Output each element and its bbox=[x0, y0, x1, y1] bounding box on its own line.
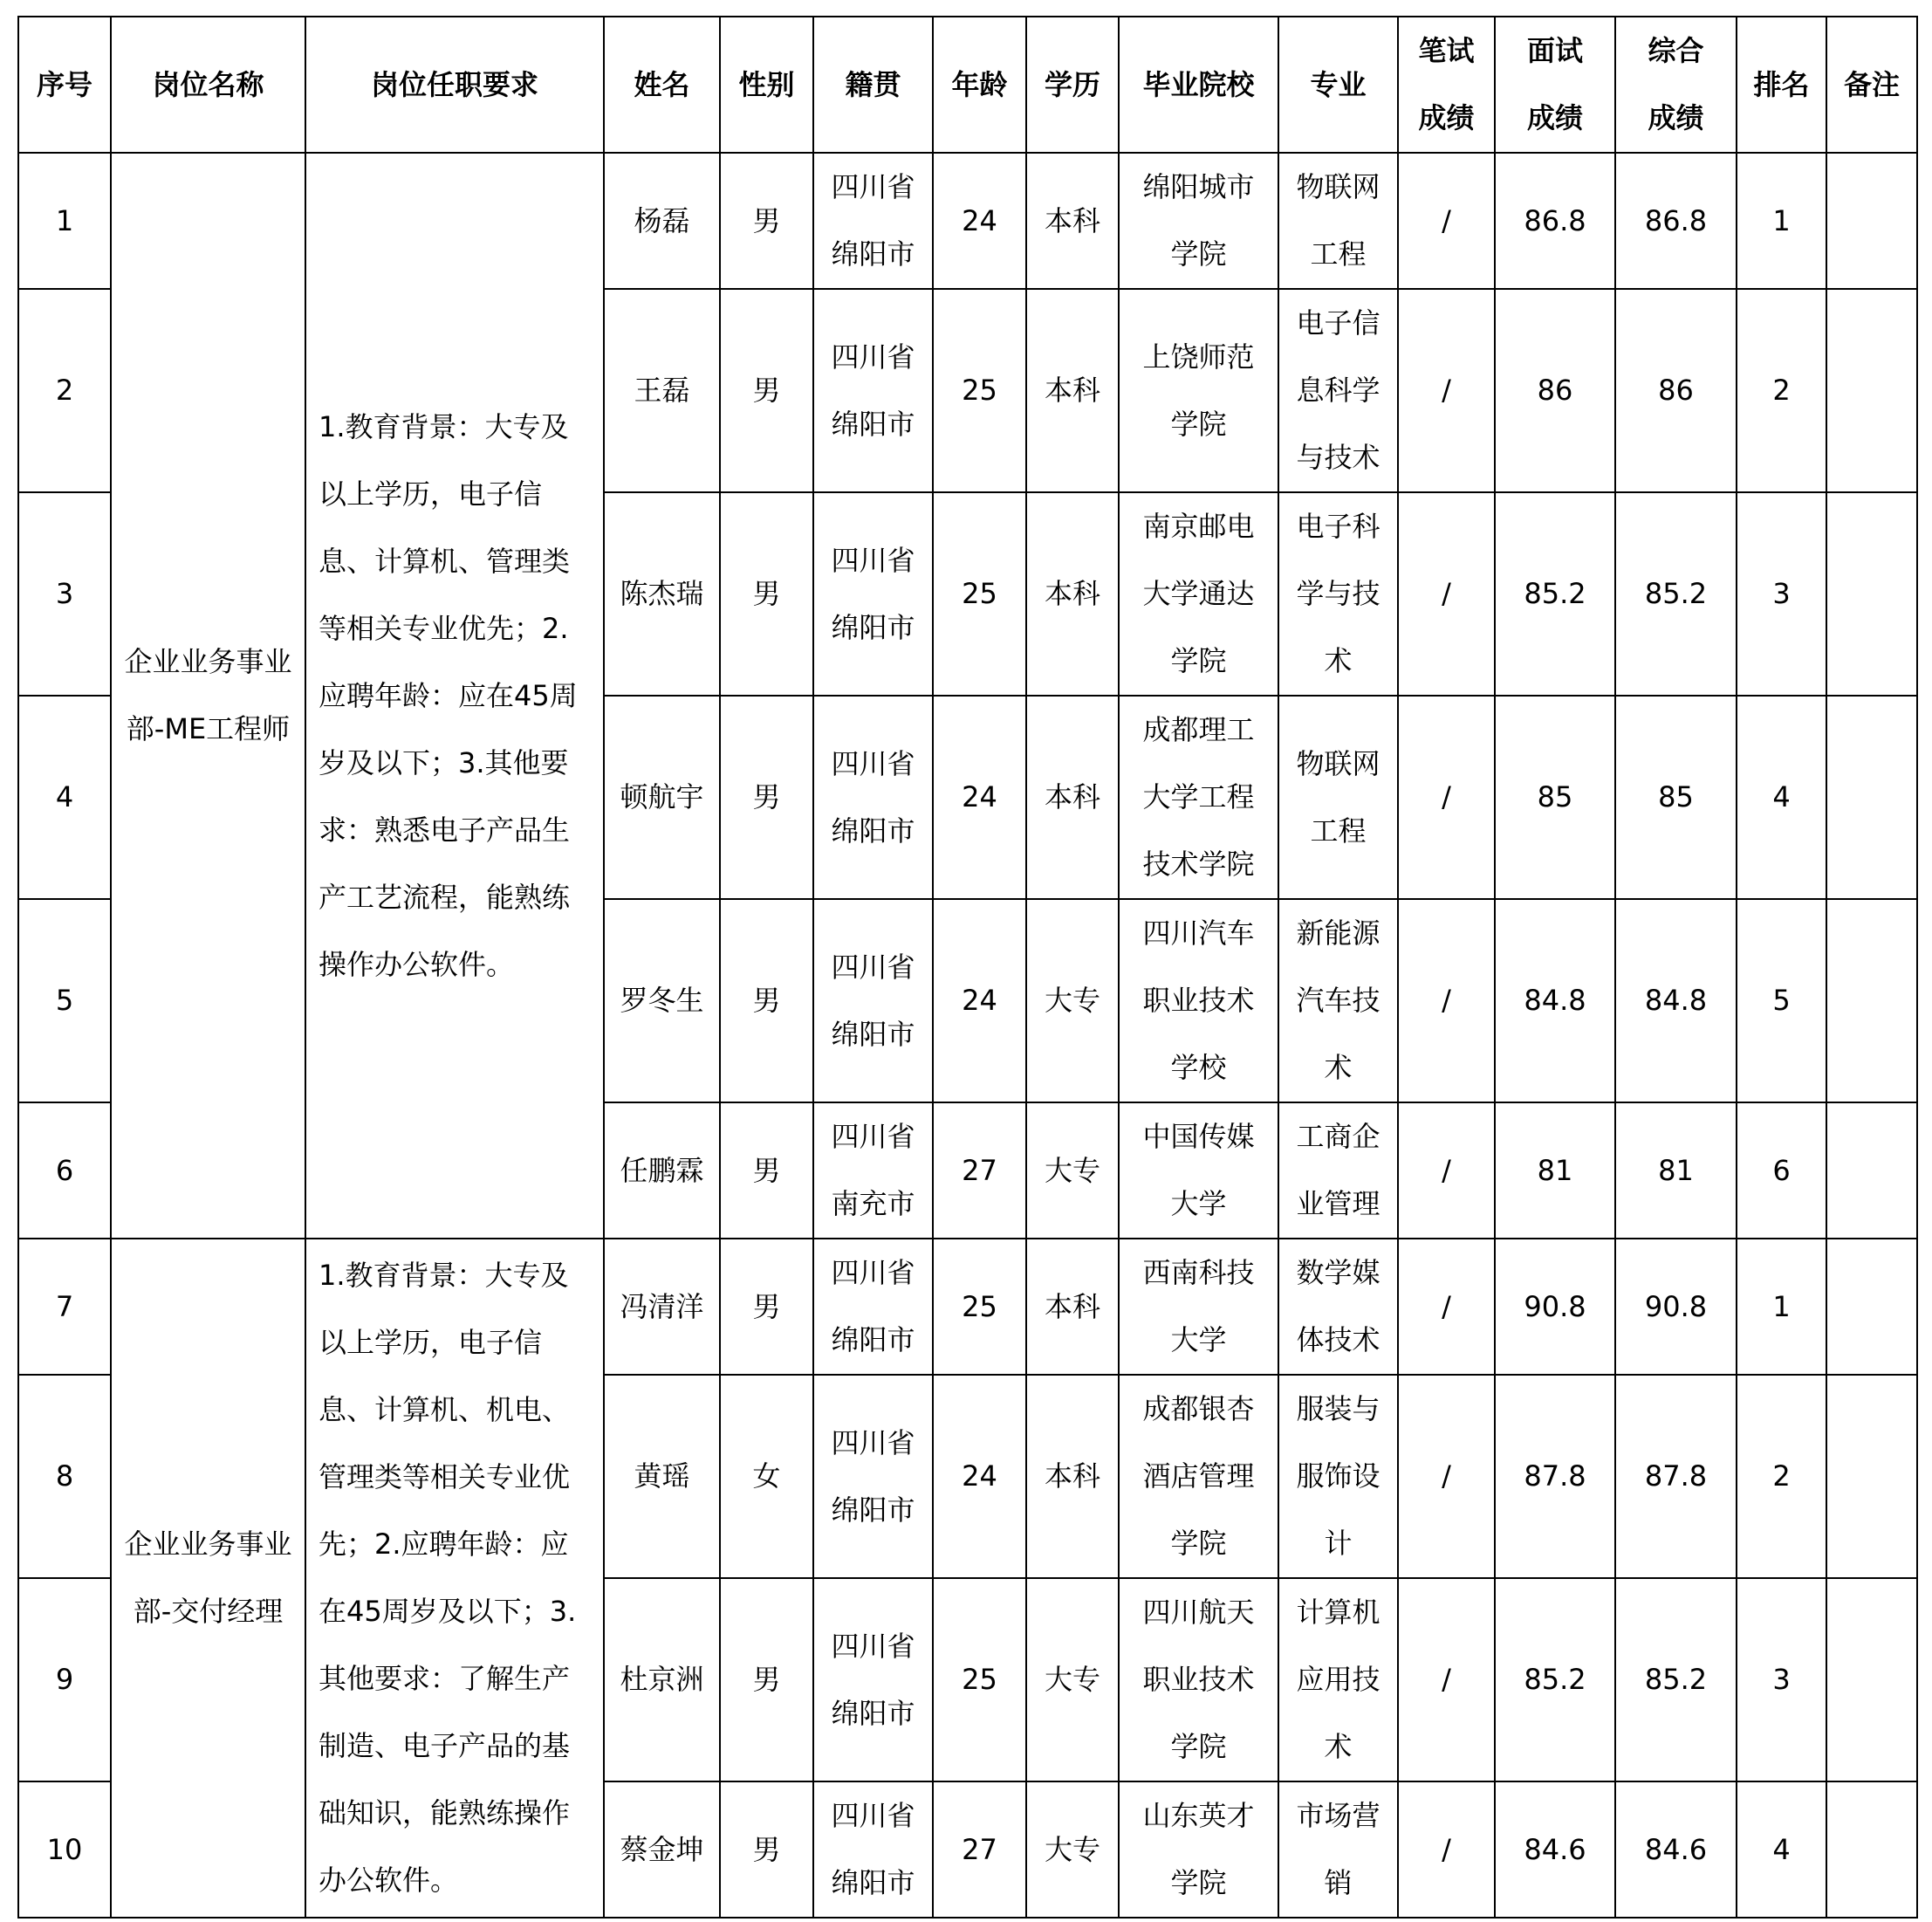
cell-rank: 1 bbox=[1737, 1239, 1826, 1375]
cell-education: 本科 bbox=[1026, 289, 1119, 492]
cell-major: 电子信 息科学 与技术 bbox=[1278, 289, 1398, 492]
cell-interview-score: 86 bbox=[1495, 289, 1615, 492]
cell-written-score: / bbox=[1398, 153, 1495, 289]
cell-interview-score: 84.8 bbox=[1495, 899, 1615, 1102]
cell-interview-score: 86.8 bbox=[1495, 153, 1615, 289]
cell-origin: 四川省 绵阳市 bbox=[813, 492, 933, 696]
cell-written-score: / bbox=[1398, 1375, 1495, 1578]
cell-total-score: 85.2 bbox=[1615, 1578, 1737, 1781]
cell-major: 物联网 工程 bbox=[1278, 153, 1398, 289]
cell-no: 7 bbox=[18, 1239, 111, 1375]
cell-major: 计算机 应用技 术 bbox=[1278, 1578, 1398, 1781]
header-school: 毕业院校 bbox=[1119, 17, 1278, 153]
cell-no: 4 bbox=[18, 696, 111, 899]
cell-major: 新能源 汽车技 术 bbox=[1278, 899, 1398, 1102]
cell-interview-score: 85.2 bbox=[1495, 492, 1615, 696]
cell-education: 大专 bbox=[1026, 1781, 1119, 1918]
header-position: 岗位名称 bbox=[111, 17, 305, 153]
cell-age: 24 bbox=[933, 899, 1026, 1102]
cell-name: 王磊 bbox=[604, 289, 720, 492]
header-major: 专业 bbox=[1278, 17, 1398, 153]
cell-position: 企业业务事业部-交付经理 bbox=[111, 1239, 305, 1918]
cell-remark bbox=[1826, 1578, 1917, 1781]
cell-written-score: / bbox=[1398, 696, 1495, 899]
cell-major: 服装与 服饰设 计 bbox=[1278, 1375, 1398, 1578]
cell-requirements: 1.教育背景：大专及以上学历，电子信息、计算机、机电、管理类等相关专业优先；2.应聘年龄：应在45周岁及以下；3.其他要求：了解生产制造、电子产品的基础知识，能熟练操作办公软件。 bbox=[305, 1239, 604, 1918]
cell-gender: 男 bbox=[720, 696, 813, 899]
cell-remark bbox=[1826, 1781, 1917, 1918]
cell-rank: 5 bbox=[1737, 899, 1826, 1102]
cell-total-score: 85.2 bbox=[1615, 492, 1737, 696]
cell-written-score: / bbox=[1398, 492, 1495, 696]
cell-education: 本科 bbox=[1026, 492, 1119, 696]
cell-rank: 3 bbox=[1737, 1578, 1826, 1781]
header-education: 学历 bbox=[1026, 17, 1119, 153]
cell-total-score: 84.8 bbox=[1615, 899, 1737, 1102]
cell-interview-score: 81 bbox=[1495, 1102, 1615, 1239]
cell-school: 成都银杏 酒店管理 学院 bbox=[1119, 1375, 1278, 1578]
cell-education: 大专 bbox=[1026, 1102, 1119, 1239]
cell-gender: 男 bbox=[720, 492, 813, 696]
cell-name: 杨磊 bbox=[604, 153, 720, 289]
cell-name: 罗冬生 bbox=[604, 899, 720, 1102]
cell-interview-score: 85 bbox=[1495, 696, 1615, 899]
cell-gender: 男 bbox=[720, 1781, 813, 1918]
cell-rank: 2 bbox=[1737, 289, 1826, 492]
cell-no: 1 bbox=[18, 153, 111, 289]
cell-rank: 3 bbox=[1737, 492, 1826, 696]
cell-age: 25 bbox=[933, 1578, 1026, 1781]
header-remark: 备注 bbox=[1826, 17, 1917, 153]
cell-remark bbox=[1826, 1375, 1917, 1578]
cell-origin: 四川省 绵阳市 bbox=[813, 1781, 933, 1918]
cell-school: 成都理工 大学工程 技术学院 bbox=[1119, 696, 1278, 899]
cell-position: 企业业务事业部-ME工程师 bbox=[111, 153, 305, 1239]
header-interview-score: 面试 成绩 bbox=[1495, 17, 1615, 153]
cell-requirements: 1.教育背景：大专及以上学历，电子信息、计算机、管理类等相关专业优先；2.应聘年龄：应在45周岁及以下；3.其他要求：熟悉电子产品生产工艺流程，能熟练操作办公软件。 bbox=[305, 153, 604, 1239]
cell-total-score: 85 bbox=[1615, 696, 1737, 899]
results-table bbox=[17, 16, 1918, 1919]
cell-written-score: / bbox=[1398, 1781, 1495, 1918]
cell-total-score: 81 bbox=[1615, 1102, 1737, 1239]
cell-origin: 四川省 绵阳市 bbox=[813, 1375, 933, 1578]
cell-origin: 四川省 绵阳市 bbox=[813, 289, 933, 492]
header-gender: 性别 bbox=[720, 17, 813, 153]
cell-name: 顿航宇 bbox=[604, 696, 720, 899]
cell-written-score: / bbox=[1398, 1578, 1495, 1781]
cell-remark bbox=[1826, 153, 1917, 289]
cell-age: 25 bbox=[933, 289, 1026, 492]
cell-education: 本科 bbox=[1026, 1239, 1119, 1375]
cell-total-score: 87.8 bbox=[1615, 1375, 1737, 1578]
cell-written-score: / bbox=[1398, 289, 1495, 492]
cell-name: 杜京洲 bbox=[604, 1578, 720, 1781]
cell-rank: 1 bbox=[1737, 153, 1826, 289]
cell-school: 绵阳城市 学院 bbox=[1119, 153, 1278, 289]
cell-no: 3 bbox=[18, 492, 111, 696]
cell-education: 本科 bbox=[1026, 696, 1119, 899]
cell-school: 四川航天 职业技术 学院 bbox=[1119, 1578, 1278, 1781]
cell-major: 电子科 学与技 术 bbox=[1278, 492, 1398, 696]
cell-name: 黄瑶 bbox=[604, 1375, 720, 1578]
cell-age: 27 bbox=[933, 1102, 1026, 1239]
cell-gender: 男 bbox=[720, 899, 813, 1102]
cell-total-score: 90.8 bbox=[1615, 1239, 1737, 1375]
cell-rank: 2 bbox=[1737, 1375, 1826, 1578]
cell-major: 市场营 销 bbox=[1278, 1781, 1398, 1918]
header-written-score: 笔试 成绩 bbox=[1398, 17, 1495, 153]
cell-remark bbox=[1826, 1102, 1917, 1239]
cell-remark bbox=[1826, 289, 1917, 492]
cell-school: 西南科技 大学 bbox=[1119, 1239, 1278, 1375]
cell-interview-score: 85.2 bbox=[1495, 1578, 1615, 1781]
cell-age: 24 bbox=[933, 153, 1026, 289]
header-requirements: 岗位任职要求 bbox=[305, 17, 604, 153]
header-rank: 排名 bbox=[1737, 17, 1826, 153]
cell-no: 9 bbox=[18, 1578, 111, 1781]
cell-school: 上饶师范 学院 bbox=[1119, 289, 1278, 492]
cell-name: 冯清洋 bbox=[604, 1239, 720, 1375]
cell-school: 南京邮电 大学通达 学院 bbox=[1119, 492, 1278, 696]
cell-major: 数学媒 体技术 bbox=[1278, 1239, 1398, 1375]
cell-interview-score: 84.6 bbox=[1495, 1781, 1615, 1918]
cell-remark bbox=[1826, 696, 1917, 899]
cell-origin: 四川省 绵阳市 bbox=[813, 899, 933, 1102]
header-total-score: 综合 成绩 bbox=[1615, 17, 1737, 153]
cell-name: 蔡金坤 bbox=[604, 1781, 720, 1918]
cell-age: 24 bbox=[933, 1375, 1026, 1578]
cell-total-score: 86.8 bbox=[1615, 153, 1737, 289]
cell-age: 27 bbox=[933, 1781, 1026, 1918]
cell-remark bbox=[1826, 492, 1917, 696]
header-origin: 籍贯 bbox=[813, 17, 933, 153]
cell-written-score: / bbox=[1398, 1102, 1495, 1239]
table-row bbox=[18, 1239, 1917, 1375]
cell-gender: 男 bbox=[720, 1578, 813, 1781]
cell-age: 25 bbox=[933, 492, 1026, 696]
cell-rank: 6 bbox=[1737, 1102, 1826, 1239]
cell-remark bbox=[1826, 899, 1917, 1102]
cell-major: 工商企 业管理 bbox=[1278, 1102, 1398, 1239]
cell-total-score: 86 bbox=[1615, 289, 1737, 492]
header-no: 序号 bbox=[18, 17, 111, 153]
header-age: 年龄 bbox=[933, 17, 1026, 153]
cell-gender: 男 bbox=[720, 1102, 813, 1239]
cell-name: 陈杰瑞 bbox=[604, 492, 720, 696]
cell-interview-score: 90.8 bbox=[1495, 1239, 1615, 1375]
cell-origin: 四川省 绵阳市 bbox=[813, 1239, 933, 1375]
cell-no: 2 bbox=[18, 289, 111, 492]
cell-gender: 女 bbox=[720, 1375, 813, 1578]
cell-school: 四川汽车 职业技术 学校 bbox=[1119, 899, 1278, 1102]
header-name: 姓名 bbox=[604, 17, 720, 153]
cell-age: 25 bbox=[933, 1239, 1026, 1375]
cell-education: 本科 bbox=[1026, 1375, 1119, 1578]
cell-total-score: 84.6 bbox=[1615, 1781, 1737, 1918]
cell-gender: 男 bbox=[720, 153, 813, 289]
table-header bbox=[18, 17, 1917, 153]
cell-origin: 四川省 绵阳市 bbox=[813, 696, 933, 899]
cell-major: 物联网 工程 bbox=[1278, 696, 1398, 899]
cell-school: 山东英才 学院 bbox=[1119, 1781, 1278, 1918]
cell-no: 10 bbox=[18, 1781, 111, 1918]
cell-remark bbox=[1826, 1239, 1917, 1375]
cell-written-score: / bbox=[1398, 899, 1495, 1102]
cell-school: 中国传媒 大学 bbox=[1119, 1102, 1278, 1239]
cell-rank: 4 bbox=[1737, 696, 1826, 899]
cell-gender: 男 bbox=[720, 1239, 813, 1375]
table-row bbox=[18, 153, 1917, 289]
table-body bbox=[18, 153, 1917, 1918]
cell-no: 8 bbox=[18, 1375, 111, 1578]
cell-origin: 四川省 绵阳市 bbox=[813, 153, 933, 289]
cell-name: 任鹏霖 bbox=[604, 1102, 720, 1239]
cell-education: 本科 bbox=[1026, 153, 1119, 289]
cell-no: 6 bbox=[18, 1102, 111, 1239]
cell-written-score: / bbox=[1398, 1239, 1495, 1375]
cell-no: 5 bbox=[18, 899, 111, 1102]
cell-age: 24 bbox=[933, 696, 1026, 899]
cell-origin: 四川省 绵阳市 bbox=[813, 1578, 933, 1781]
cell-education: 大专 bbox=[1026, 899, 1119, 1102]
cell-education: 大专 bbox=[1026, 1578, 1119, 1781]
cell-origin: 四川省 南充市 bbox=[813, 1102, 933, 1239]
cell-gender: 男 bbox=[720, 289, 813, 492]
cell-rank: 4 bbox=[1737, 1781, 1826, 1918]
cell-interview-score: 87.8 bbox=[1495, 1375, 1615, 1578]
